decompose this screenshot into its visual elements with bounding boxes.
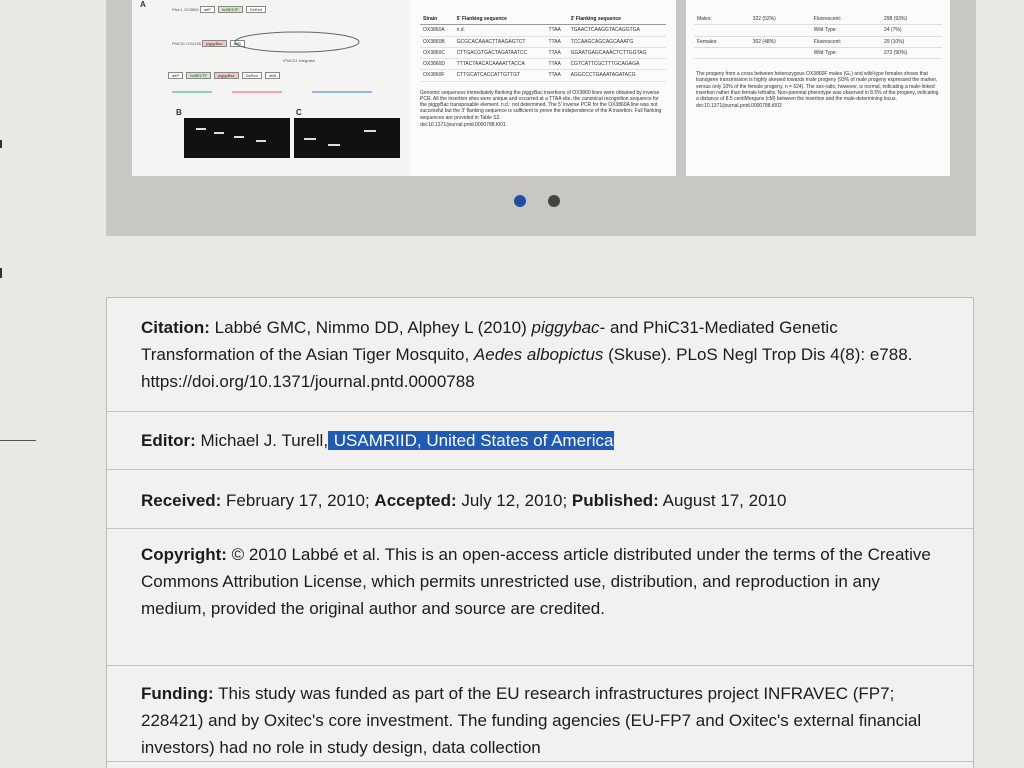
carousel-slide-table-1[interactable] <box>410 0 676 176</box>
gel-image <box>294 118 400 158</box>
gene-box: attP <box>168 72 183 79</box>
table-cell <box>750 25 811 36</box>
citation-text: - and PhiC31-Mediated Genetic Transformation of the Asian Tiger Mosquito, <box>141 318 838 364</box>
progeny-table <box>694 14 942 59</box>
gel-image <box>184 118 290 158</box>
table-cell: OX3860F <box>420 70 454 81</box>
carousel-pagination <box>514 194 578 212</box>
table-cell: CTTGCATCACCATTGTTGT <box>454 70 546 81</box>
table-cell: Wild Type: <box>811 47 881 58</box>
citation-text: (Skuse). PLoS Negl Trop Dis 4(8): e788. https://doi.org/10.1371/journal.pntd.0000788 <box>141 345 913 391</box>
table-cell: TGAACTCAAGGTACAGGTGA <box>568 25 666 36</box>
construct-label: Piwi-1 OX3860 <box>172 7 199 12</box>
carousel-dot[interactable] <box>548 195 560 207</box>
citation-italic: Aedes albopictus <box>473 345 604 364</box>
table-row <box>694 14 942 25</box>
table-cell: OX3860B <box>420 36 454 47</box>
carousel-dot-active[interactable] <box>514 195 526 207</box>
gene-box: attP <box>200 6 215 13</box>
table-cell: TTAA <box>545 70 567 81</box>
table-cell: 29 (10%) <box>881 36 942 47</box>
table-cell: Fluorescent: <box>811 36 881 47</box>
citation-text: Labbé GMC, Nimmo DD, Alphey L (2010) <box>209 318 532 337</box>
table-cell: TTAA <box>545 59 567 70</box>
received-label: Received: <box>141 491 222 510</box>
column-header: Strain <box>420 14 454 25</box>
table-cell: CGTCATTCGCTTTGCAGAGA <box>568 59 666 70</box>
table-row <box>420 25 666 36</box>
table-cell: Fluorescent: <box>811 14 881 25</box>
editor-affiliation-selected[interactable]: USAMRIID, United States of America <box>329 431 614 450</box>
funding-text: This study was funded as part of the EU research infrastructures project INFRAVEC (FP7; 228421) and by Oxitec's core investment. The funding agencies (EU-FP7 and Oxitec's external financial investors) had no role in study design, data collection <box>141 684 922 757</box>
flanking-sequence-table <box>420 14 666 82</box>
table-doi: doi:10.1371/journal.pntd.0000788.t002 <box>696 103 782 110</box>
editor-name: Michael J. Turell, <box>195 431 329 450</box>
table-cell: 302 (48%) <box>750 36 811 47</box>
plasmid-diagram <box>232 30 362 54</box>
copyright-text: © 2010 Labbé et al. This is an open-access article distributed under the terms of the Creative Commons Attribution License, which permits unrestricted use, distribution, and reproduction in any medium, provided the original author and source are credited. <box>141 545 931 618</box>
citation-italic: piggybac <box>531 318 600 337</box>
table-row <box>694 47 942 58</box>
citation-label: Citation: <box>141 318 210 337</box>
accepted-date: July 12, 2010; <box>456 491 572 510</box>
table-cell: TTTACTAACACAAAATTACCA <box>454 59 546 70</box>
construct-row <box>168 72 282 79</box>
table-cell: OX3860C <box>420 47 454 58</box>
table-cell: GGAATGAGCAAACTCTTGGTAG <box>568 47 666 58</box>
article-info-box <box>106 297 974 768</box>
panel-label: B <box>176 108 182 117</box>
table-cell: 24 (7%) <box>881 25 942 36</box>
construct-label: PhiC31 OX4135 <box>172 41 201 46</box>
published-date: August 17, 2010 <box>658 491 787 510</box>
table-cell: n.d. <box>454 25 546 36</box>
table-row <box>694 25 942 36</box>
received-date: February 17, 2010; <box>221 491 375 510</box>
table-row <box>420 59 666 70</box>
gene-box: attB <box>230 40 245 47</box>
funding-label: Funding: <box>141 684 214 703</box>
table-cell: GCGCACAAACTTAAGAGTCT <box>454 36 546 47</box>
column-header: 3' Flanking sequence <box>568 14 666 25</box>
table-cell: AGGCCCTGAAATAGATACG <box>568 70 666 81</box>
table-caption: The progeny from a cross between heterozygous OX3860F males (G₀) and wild-type females shows that transgene transmission is highly skewed towards male progeny (93% of male progeny expressed the marker, versus only 10% of the female progeny, n = 624). The sex-ratio, however, is normal, indicating a male-linked insertion rather than female lethality. Non-parental phenotype was observed in 8.5% of the progeny, indicating a distance of 8.5 centiMorgans (cM) between the insertion and the male-determining locus. <box>696 71 939 102</box>
table-cell: 322 (52%) <box>750 14 811 25</box>
accepted-label: Accepted: <box>374 491 457 510</box>
gene-box: hr5IE1TF <box>218 6 243 13</box>
table-cell: 298 (93%) <box>881 14 942 25</box>
gene-box: DsRed <box>242 72 262 79</box>
table-cell: TTAA <box>545 25 567 36</box>
copyright-label: Copyright: <box>141 545 227 564</box>
table-row <box>420 47 666 58</box>
table-cell: Wild Type: <box>811 25 881 36</box>
table-caption: Genomic sequences immediately flanking the piggyBac insertions of OX3860 lines were obtained by inverse PCR. All the insertion sites were unique and occurred at a TTAA site, the canonical recognition sequence for the piggyBac transposable element. n.d.: not determined. The 5' inverse PCR for the OX3860A line was not successful but the 3' flanking sequence is sufficient to prove the independence of the A insertion. Full flanking sequences are provided in Table S2. <box>420 89 662 121</box>
panel-label: C <box>296 108 302 117</box>
editor-label: Editor: <box>141 431 196 450</box>
table-cell: 273 (90%) <box>881 47 942 58</box>
table-cell: OX3860A <box>420 25 454 36</box>
published-label: Published: <box>571 491 659 510</box>
left-edge-mark <box>0 268 6 278</box>
integrase-label: +PhiC31 integrase <box>282 58 316 63</box>
citation-row <box>107 298 973 412</box>
table-cell: TCCAAGCAGCAGCAAATG <box>568 36 666 47</box>
gene-box: piggyBac <box>214 72 238 79</box>
gene-box: DsRed <box>246 6 266 13</box>
table-cell: Males: <box>694 14 750 25</box>
figure-carousel[interactable] <box>106 0 976 236</box>
table-doi: doi:10.1371/journal.pntd.0000788.t001 <box>420 121 506 128</box>
gene-box: hr5IE1TF <box>186 72 211 79</box>
table-cell: Females: <box>694 36 750 47</box>
table-row <box>694 36 942 47</box>
primer-arrows <box>172 86 422 100</box>
table-cell <box>750 47 811 58</box>
column-header: 5' Flanking sequence <box>454 14 546 25</box>
left-edge-mark <box>0 140 6 148</box>
editor-row <box>107 412 973 470</box>
carousel-slide-table-2[interactable] <box>686 0 950 176</box>
copyright-row <box>107 529 973 666</box>
table-cell <box>694 25 750 36</box>
table-cell: TTAA <box>545 36 567 47</box>
table-cell: TTAA <box>545 47 567 58</box>
table-row <box>420 70 666 81</box>
gene-box: attB <box>265 72 280 79</box>
left-edge-rule <box>0 440 36 441</box>
table-cell: OX3860D <box>420 59 454 70</box>
funding-row <box>107 666 973 762</box>
table-row <box>420 36 666 47</box>
gene-box: piggyBac <box>202 40 226 47</box>
dates-row <box>107 470 973 529</box>
table-cell <box>694 47 750 58</box>
construct-row <box>172 6 268 13</box>
panel-label: A <box>140 0 146 9</box>
table-cell: CTTGACGTGACTAGATAATCC <box>454 47 546 58</box>
